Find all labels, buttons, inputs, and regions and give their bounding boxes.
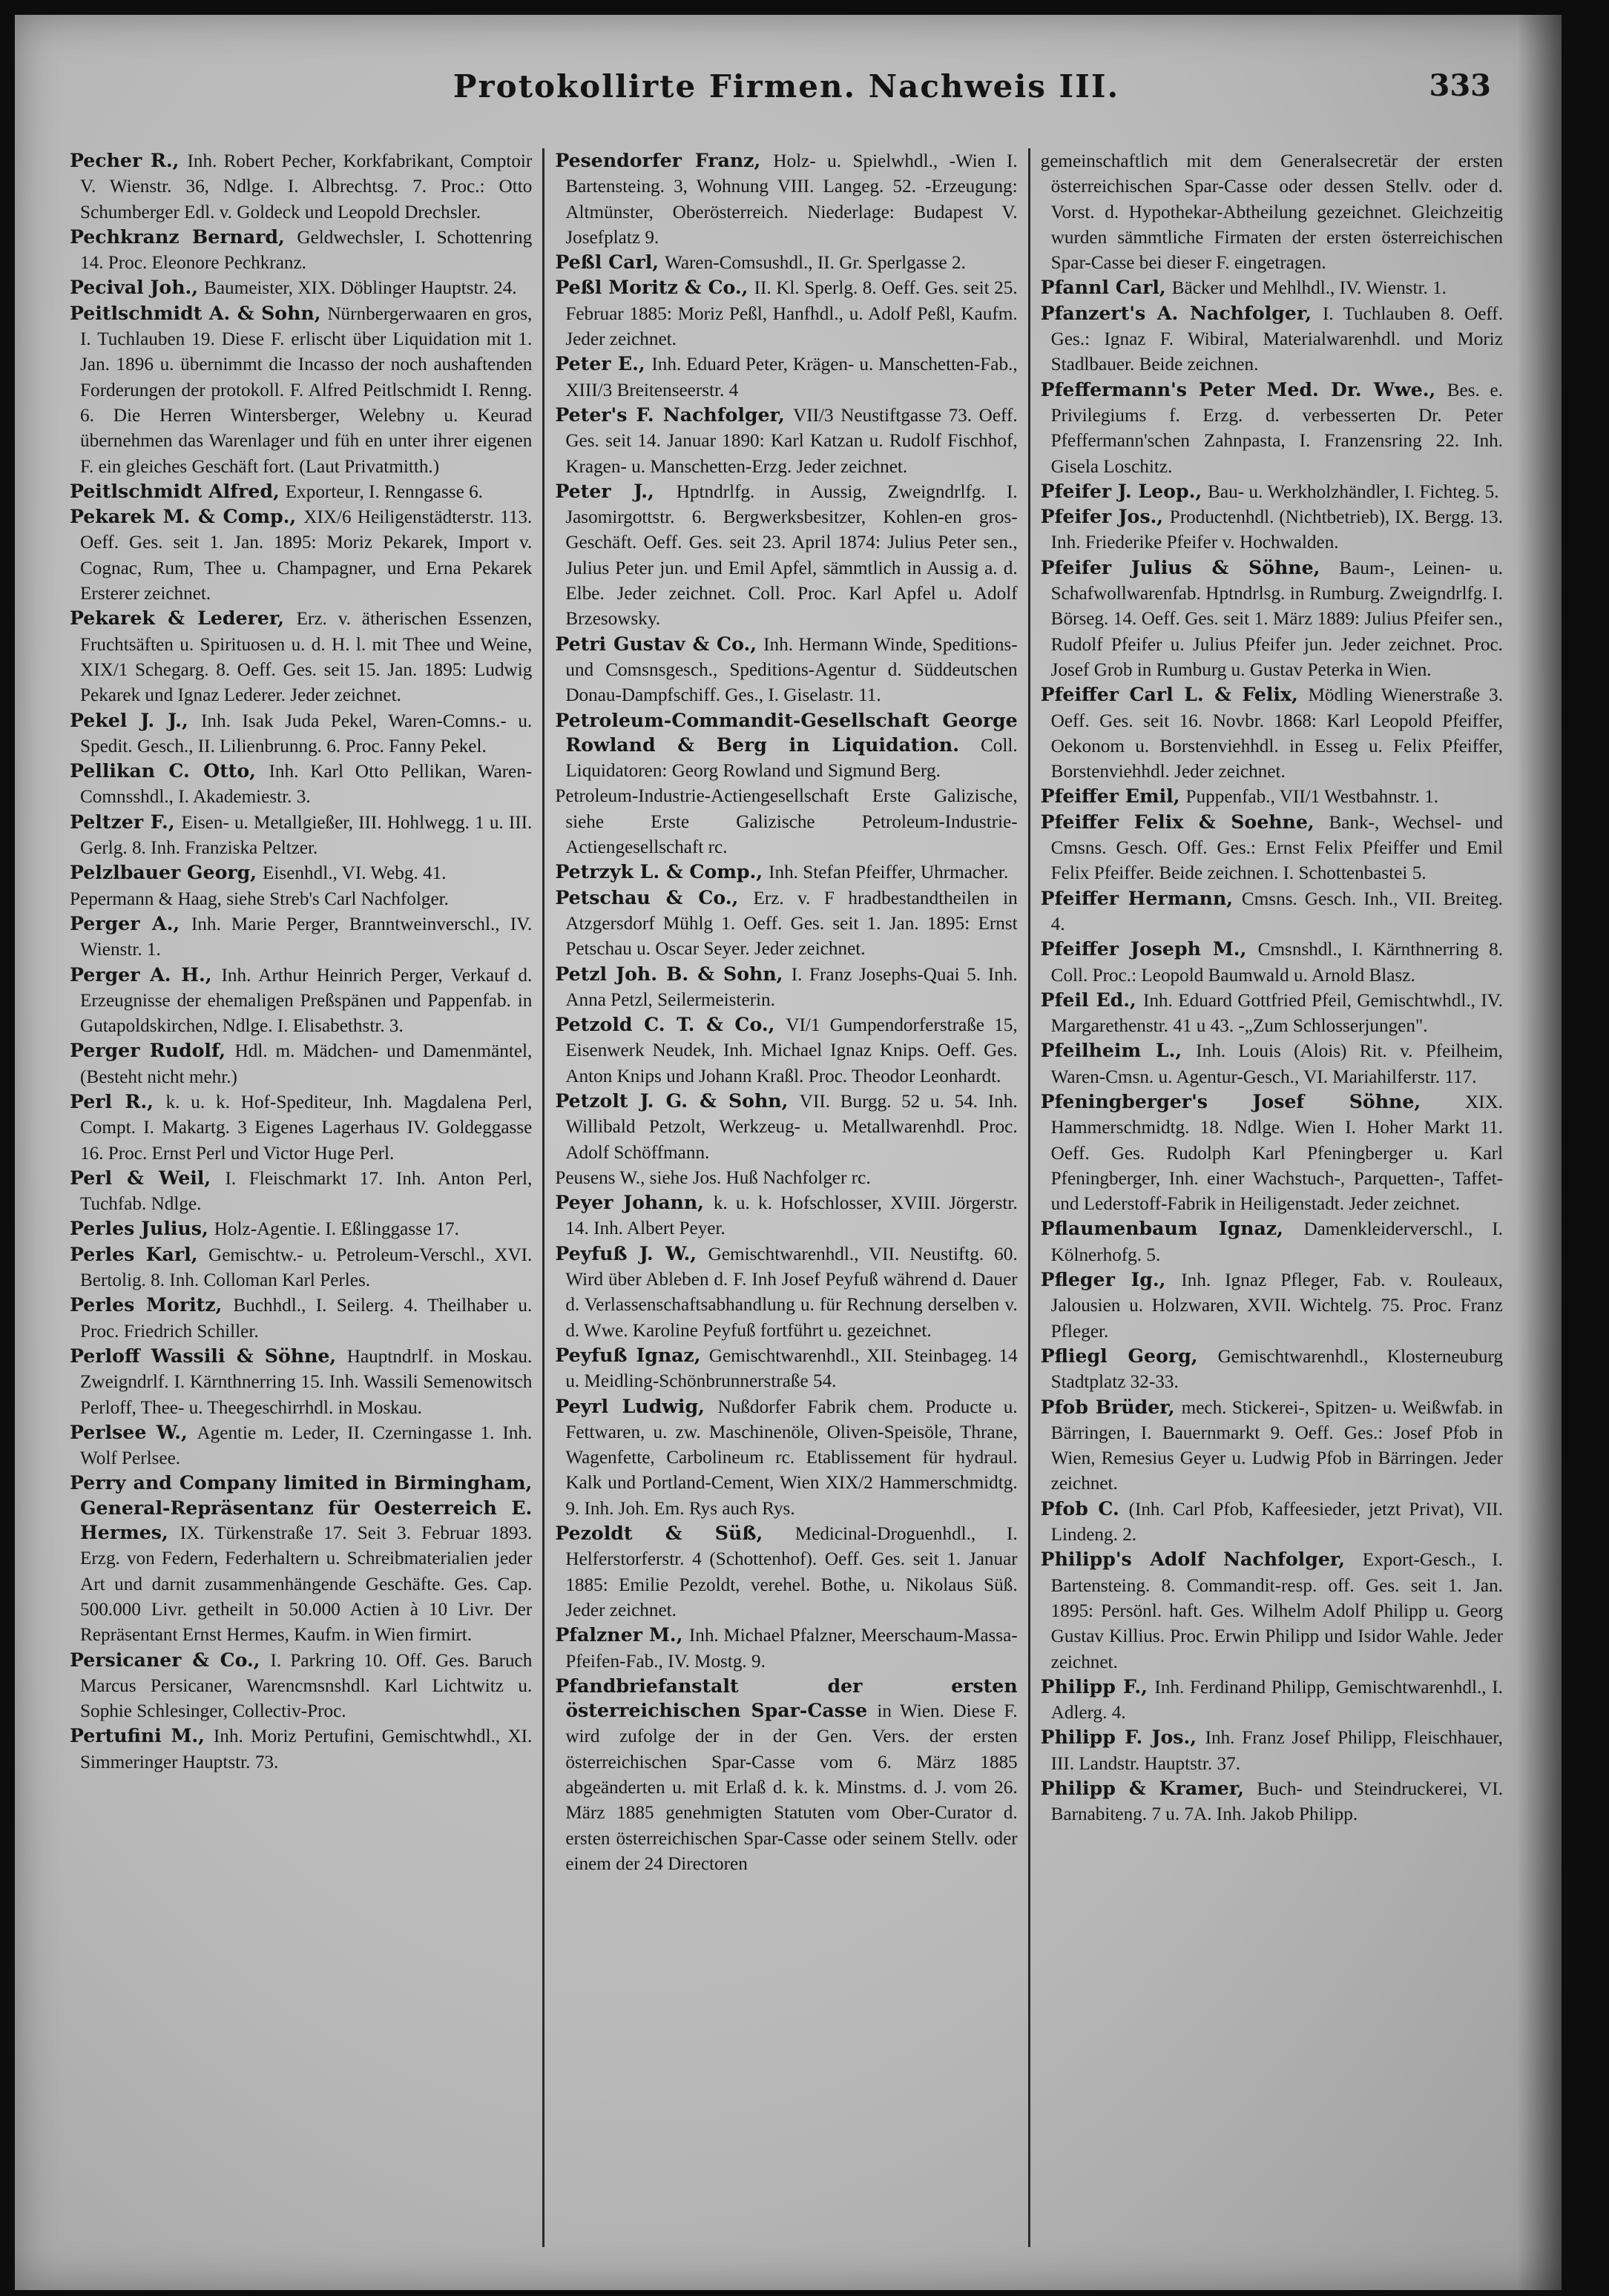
directory-entry [555,1241,1017,1343]
directory-entry [1041,555,1503,682]
firm-name: Pfeifer Jos., [1040,505,1164,528]
entry-text: Erz. v. F hradbestandtheilen in Atzgersdorf Mühlg 1. Oeff. Ges. seit 1. Jan. 1895: Ernst Petschau u. Oscar Seyer. Jeder zeichnet. [565,888,1018,960]
entry-text: in Wien. Diese F. wird zufolge der in der Gen. Vers. der ersten österreichischen Spar-Casse vom 6. März 1885 abgeänderten u. mit Erlaß d. k. k. Minstms. d. J. vom 26. März 1885 genehmigten Statuten vom Ober-Curator d. ersten österreichischen Spar-Casse oder seinem Stellv. oder einem der 24 Directoren [565,1701,1018,1874]
directory-entry [555,1089,1017,1165]
entry-text: Inh. Marie Perger, Branntweinverschl., IV. Wienstr. 1. [80,914,533,960]
directory-entry [1041,988,1503,1039]
directory-entry [555,885,1017,962]
firm-name: Perger A., [70,911,180,934]
firm-name: Petri Gustav & Co., [555,632,757,655]
directory-entry [555,148,1017,250]
entry-text: Gemischtwarenhdl., VII. Neustiftg. 60. Wird über Ableben d. F. Inh Josef Peyfuß während d. Dauer d. Verlassenschaftsabhandlung u. für Rechnung derselben v. d. Wwe. Karoline Peyfuß fortführt u. gezeichnet. [565,1244,1018,1341]
entry-text: Inh. Louis (Alois) Rit. v. Pfeilheim, Waren-Cmsn. u. Agentur-Gesch., VI. Mariahilferstr. 117. [1050,1041,1503,1087]
entry-text: VII/3 Neustiftgasse 73. Oeff. Ges. seit 14. Januar 1890: Karl Katzan u. Rudolf Fischhof, Kragen- u. Manschetten-Erzg. Jeder zeichnet. [565,405,1018,477]
column-2 [544,148,1030,2247]
firm-name: Perles Karl, [70,1242,198,1265]
firm-name: Petschau & Co., [555,885,739,908]
entry-text: Agentie m. Leder, II. Czerningasse 1. Inh. Wolf Perlsee. [80,1422,533,1469]
firm-name: Peyer Johann, [555,1191,704,1214]
directory-entry [1041,1497,1503,1548]
entry-text: Medicinal-Droguenhdl., I. Helferstorferstr. 4 (Schottenhof). Oeff. Ges. seit 1. Januar 1885: Emilie Pezoldt, verehel. Bothe, u. Nikolaus Süß. Jeder zeichnet. [565,1524,1018,1620]
entry-text: Eisenhdl., VI. Webg. 41. [263,863,447,884]
entry-text: (Inh. Carl Pfob, Kaffeesieder, jetzt Privat), VII. Lindeng. 2. [1050,1499,1503,1545]
directory-entry [555,1190,1017,1241]
entry-text: Inh. Arthur Heinrich Perger, Verkauf d. Erzeugnisse der ehemaligen Preßspänen und Pappenfab. in Gutapoldskirchen, Ndlge. I. Elisabethstr. 3. [80,965,533,1037]
entry-text: Inh. Eduard Peter, Krägen- u. Manschetten-Fab., XIII/3 Breitenseerstr. 4 [565,354,1018,400]
firm-name: Perloff Wassili & Söhne, [70,1344,337,1367]
directory-entry [1041,301,1503,377]
entry-text: Gemischtwarenhdl., Klosterneuburg Stadtplatz 32-33. [1050,1346,1503,1393]
firm-name: Peitlschmidt Alfred, [70,479,280,502]
directory-entry [555,250,1017,275]
firm-name: Pfeiffer Carl L. & Felix, [1040,683,1298,706]
firm-name: Perlsee W., [70,1420,188,1443]
firm-name: Petzolt J. G. & Sohn, [555,1089,789,1112]
directory-entry [70,1242,532,1293]
entry-text: k. u. k. Hofschlosser, XVIII. Jörgerstr. 14. Inh. Albert Peyer. [565,1193,1018,1239]
directory-entry [555,1674,1017,1876]
entry-text: I. Tuchlauben 8. Oeff. Ges.: Ignaz F. Wibiral, Materialwarenhdl. und Moriz Stadlbauer. Beide zeichnen. [1050,303,1503,375]
directory-entry [555,1343,1017,1394]
firm-name: Pecival Joh., [70,276,199,299]
entry-text: Inh. Franz Josef Philipp, Fleischhauer, III. Landstr. Hauptstr. 37. [1050,1728,1503,1774]
directory-entry [1041,504,1503,555]
entry-text: I. Fleischmarkt 17. Inh. Anton Perl, Tuchfab. Ndlge. [80,1168,533,1215]
entry-text: Gemischtwarenhdl., XII. Steinbageg. 14 u. Meidling-Schönbrunnerstraße 54. [565,1345,1018,1392]
directory-entry [555,1165,1017,1190]
firm-name: Pelzlbauer Georg, [70,861,257,884]
entry-text: XIX. Hammerschmidtg. 18. Ndlge. Wien I. Hoher Markt 11. Oeff. Ges. Rudolph Karl Pfeningberger u. Karl Pfeningberger, Inh. einer Wachstuch-, Parquetten-, Taffet- und Lederstoff-Fabrik in Heiligenstadt. Jeder zeichnet. [1050,1092,1503,1215]
entry-text: Inh. Eduard Gottfried Pfeil, Gemischtwhdl., IV. Margarethenstr. 41 u 43. -„Zum Schlosserjungen". [1050,990,1503,1037]
firm-name: Pfeiffer Joseph M., [1040,937,1247,960]
directory-entry [555,403,1017,479]
directory-entry [70,886,532,911]
entry-text: Productenhdl. (Nichtbetrieb), IX. Bergg. 13. Inh. Friederike Pfeifer v. Hochwalden. [1050,507,1503,553]
entry-text: Pepermann & Haag, siehe Streb's Carl Nachfolger. [70,888,449,909]
directory-entry [1041,1547,1503,1674]
firm-name: Pfleger Ig., [1040,1268,1166,1291]
firm-name: Philipp & Kramer, [1040,1777,1245,1799]
column-3 [1030,148,1513,2247]
firm-name: Peter J., [555,479,654,502]
directory-entry [555,860,1017,885]
directory-entry [70,301,532,479]
entry-text: I. Franz Josephs-Quai 5. Inh. Anna Petzl, Seilermeisterin. [565,964,1018,1010]
firm-name: Pfeiffer Felix & Soehne, [1040,810,1314,833]
entry-text: VII. Burgg. 52 u. 54. Inh. Willibald Petzolt, Werkzeug- u. Metallwarenhdl. Proc. Adolf Schöffmann. [565,1091,1018,1163]
entry-text: XIX/6 Heiligenstädterstr. 113. Oeff. Ges. seit 1. Jan. 1895: Moriz Pekarek, Import v. Cognac, Rum, Thee u. Champagner, und Erna Pekarek Ersterer zeichnet. [80,507,533,604]
entry-text: Inh. Hermann Winde, Speditions- und Comsnsgesch., Speditions-Agentur d. Süddeutschen Donau-Dampfschiff. Ges., I. Giselastr. 11. [565,634,1018,706]
entry-text: Cmsnshdl., I. Kärnthnerring 8. Coll. Proc.: Leopold Baumwald u. Arnold Blasz. [1050,940,1503,986]
firm-name: Pertufini M., [70,1724,205,1747]
directory-entry [555,632,1017,708]
entry-text: Erz. v. ätherischen Essenzen, Fruchtsäften u. Spirituosen u. d. H. l. mit Thee und Weine, XIX/1 Schegarg. 8. Oeff. Ges. seit 15. Jan. 1895: Ludwig Pekarek und Ignaz Lederer. Jeder zeichnet. [80,609,533,706]
entry-text: Hdl. m. Mädchen- und Damenmäntel, (Besteht nicht mehr.) [80,1041,533,1087]
entry-text: Inh. Stefan Pfeiffer, Uhrmacher. [769,862,1009,883]
entry-text: Inh. Ferdinand Philipp, Gemischtwarenhdl., I. Adlerg. 4. [1050,1677,1503,1723]
firm-name: Philipp's Adolf Nachfolger, [1040,1548,1346,1571]
directory-entry [1041,1776,1503,1827]
firm-name: Peßl Carl, [555,251,659,274]
directory-entry [70,1166,532,1217]
firm-name: Pfeifer J. Leop., [1040,479,1202,502]
entry-text: Hauptndrlf. in Moskau. Zweigndrlf. I. Kärnthnerring 15. Inh. Wassili Semenowitsch Perloff, Thee- u. Theegeschirrhdl. in Moskau. [80,1346,533,1418]
entry-text: Inh. Robert Pecher, Korkfabrikant, Comptoir V. Wienstr. 36, Ndlge. I. Albrechtsg. 7. Proc.: Otto Schumberger Edl. v. Goldeck und Leopold Drechsler. [80,151,533,222]
entry-text: Inh. Ignaz Pfleger, Fab. v. Rouleaux, Jalousien u. Holzwaren, XVII. Wichtelg. 75. Proc. Franz Pfleger. [1050,1270,1503,1342]
directory-entry [555,962,1017,1013]
entry-text: II. Kl. Sperlg. 8. Oeff. Ges. seit 25. Februar 1885: Moriz Peßl, Hanfhdl., u. Adolf Peßl, Kaufm. Jeder zeichnet. [565,278,1018,350]
directory-entry [70,810,532,861]
entry-text: Petroleum-Industrie-Actiengesellschaft Erste Galizische, siehe Erste Galizische Petroleum-Industrie-Actiengesellschaft rc. [555,786,1018,858]
entry-text: Inh. Isak Juda Pekel, Waren-Comns.- u. Spedit. Gesch., II. Lilienbrunng. 6. Proc. Fanny Pekel. [80,710,533,756]
firm-name: Perger A. H., [70,963,212,986]
entry-text: Cmsns. Gesch. Inh., VII. Breiteg. 4. [1050,888,1503,934]
entry-text: Gemischtw.- u. Petroleum-Verschl., XVI. Bertolig. 8. Inh. Colloman Karl Perles. [80,1244,533,1291]
directory-entry [70,148,532,225]
directory-entry [555,708,1017,784]
firm-name: Perl R., [70,1089,154,1112]
firm-name: Pfeiffer Hermann, [1040,886,1234,909]
firm-name: Pfeil Ed., [1040,988,1136,1011]
firm-name: Peltzer F., [70,810,175,833]
directory-entry [1041,1675,1503,1726]
firm-name: Pfannl Carl, [1040,276,1166,299]
firm-name: Perger Rudolf, [70,1039,226,1062]
firm-name: Peßl Moritz & Co., [555,276,748,299]
directory-entry [70,963,532,1039]
entry-text: Inh. Michael Pfalzner, Meerschaum-Massa-Pfeifen-Fab., IV. Mostg. 9. [565,1626,1018,1672]
firm-name: Petrzyk L. & Comp., [555,860,763,883]
directory-entry [1041,1267,1503,1344]
entry-text: gemeinschaftlich mit dem Generalsecretär der ersten österreichischen Spar-Casse oder dessen Stellv. oder d. Vorst. d. Hypothekar-Abtheilung gezeichnet. Gleichzeitig wurden sämmtliche Firmaten der ersten österreichischen Spar-Casse bei dieser F. eingetragen. [1040,151,1503,274]
firm-name: Philipp F., [1040,1675,1148,1698]
entry-text: VI/1 Gumpendorferstraße 15, Eisenwerk Neudek, Inh. Michael Ignaz Knips. Oeff. Ges. Anton Knips und Johann Kraßl. Proc. Theodor Leonhardt. [565,1015,1018,1086]
entry-text: IX. Türkenstraße 17. Seit 3. Februar 1893. Erzg. von Federn, Federhaltern u. Schreibmaterialien jeder Art und darnit zusammenhängende Geschäfte. Ges. Cap. 500.000 Livr. getheilt in 50.000 Actien à 10 Livr. Der Repräsentant Ernst Hermes, Kaufm. in Wien firmirt. [80,1523,533,1646]
entry-text: Buchhdl., I. Seilerg. 4. Theilhaber u. Proc. Friedrich Schiller. [80,1296,533,1342]
directory-entry [1041,937,1503,988]
directory-entry [1041,1216,1503,1267]
entry-text: k. u. k. Hof-Spediteur, Inh. Magdalena Perl, Compt. I. Makartg. 3 Eigenes Lagerhaus IV. Goldeggasse 16. Proc. Ernst Perl und Victor Huge Perl. [80,1092,533,1164]
firm-name: Peyrl Ludwig, [555,1394,705,1417]
directory-entry [70,1420,532,1471]
directory-entry [70,759,532,810]
firm-name: Perles Moritz, [70,1293,223,1316]
column-1 [59,148,544,2247]
directory-entry [70,504,532,606]
firm-name: Persicaner & Co., [70,1648,260,1671]
entry-text: Baum-, Leinen- u. Schafwollwarenfab. Hptndrlsg. in Rumburg. Zweigndrlfg. I. Börseg. 14. Oeff. Ges. seit 1. März 1889: Julius Pfeifer sen., Rudolf Pfeifer u. Julius Pfeifer jun. Jeder zeichnet. Proc. Josef Grob in Rumburg u. Gustav Peterka in Wien. [1050,558,1503,680]
firm-name: Peyfuß J. W., [555,1241,697,1264]
entry-text: Exporteur, I. Renngasse 6. [285,481,483,502]
firm-name: Petzold C. T. & Co., [555,1013,775,1036]
directory-entry [70,1344,532,1420]
directory-entry [555,275,1017,352]
entry-text: Peusens W., siehe Jos. Huß Nachfolger rc. [555,1167,871,1188]
firm-name: Pesendorfer Franz, [555,149,761,171]
firm-name: Pekarek M. & Comp., [70,505,297,528]
entry-text: Bau- u. Werkholzhändler, I. Fichteg. 5. [1208,481,1499,502]
firm-name: Pellikan C. Otto, [70,759,256,782]
directory-entry [70,1723,532,1775]
entry-text: Buch- und Steindruckerei, VI. Barnabiteng. 7 u. 7A. Inh. Jakob Philipp. [1050,1779,1503,1825]
directory-entry [1041,682,1503,784]
directory-entry [555,352,1017,403]
page-number: 333 [1429,68,1491,103]
directory-entry [1041,479,1503,504]
directory-entry [1041,1344,1503,1395]
directory-entry [70,911,532,963]
directory-entry [1041,148,1503,275]
firm-name: Pfeffermann's Peter Med. Dr. Wwe., [1040,377,1436,400]
firm-name: Philipp F. Jos., [1040,1726,1197,1749]
entry-text: mech. Stickerei-, Spitzen- u. Weißwfab. in Bärringen, I. Bauernmarkt 9. Oeff. Ges.: Josef Pfob in Wien, Remesius Geyer u. Ludwig Pfob in Bärringen. Jeder zeichnet. [1050,1397,1503,1494]
directory-entry [555,783,1017,860]
directory-entry [1041,1395,1503,1497]
firm-name: Pfeifer Julius & Söhne, [1040,555,1320,578]
directory-entry [1041,1725,1503,1776]
directory-entry [1041,1089,1503,1216]
entry-text: I. Parkring 10. Off. Ges. Baruch Marcus Persicaner, Warencmsnshdl. Karl Lichtwitz u. Sophie Schlesinger, Collectiv-Proc. [80,1650,533,1722]
directory-entry [70,1089,532,1166]
entry-text: Inh. Moriz Pertufini, Gemischtwhdl., XI. Simmeringer Hauptstr. 73. [80,1726,533,1772]
firm-name: Perles Julius, [70,1217,208,1240]
directory-entry [70,479,532,504]
firm-name: Perl & Weil, [70,1166,211,1189]
firm-name: Pfeningberger's Josef Söhne, [1040,1089,1421,1112]
firm-name: Pfandbriefanstalt der ersten österreichischen Spar-Casse [555,1674,1018,1722]
page-header [59,68,1513,120]
entry-text: Mödling Wienerstraße 3. Oeff. Ges. seit 16. Novbr. 1868: Karl Leopold Pfeiffer, Oekonom u. Borstenviehhdl. in Esseg u. Felix Pfeiffer, Borstenviehhdl. Jeder zeichnet. [1050,685,1503,782]
firm-name: Pfeilheim L., [1040,1039,1182,1062]
entry-text: Nürnbergerwaaren en gros, I. Tuchlauben 19. Diese F. erlischt über Liquidation mit 1. Jan. 1896 u. übernimmt die Incasso der noch aushaftenden Forderungen der protokoll. F. Alfred Peitlschmidt I. Renng. 6. Die Herren Wintersberger, Welebny u. Keurad übernehmen das Warenlager und füh en unter ihrer eigenen F. ein gleiches Geschäft fort. (Laut Privatmitth.) [80,303,533,477]
entry-text: Coll. Liquidatoren: Georg Rowland und Sigmund Berg. [565,735,1018,782]
entry-text: Inh. Karl Otto Pellikan, Waren-Comnsshdl., I. Akademiestr. 3. [80,762,533,808]
firm-name: Pfob C. [1040,1497,1119,1520]
firm-name: Pfliegl Georg, [1040,1344,1198,1367]
entry-text: Hptndrlfg. in Aussig, Zweigndrlfg. I. Jasomirgottstr. 6. Bergwerksbesitzer, Kohlen-en gros-Geschäft. Oeff. Ges. seit 23. April 1874: Julius Peter sen., Julius Peter jun. und Emil Apfel, sämmtlich in Aussig a. d. Elbe. Jeder zeichnet. Coll. Proc. Karl Apfel u. Adolf Brzesowsky. [565,481,1018,630]
directory-entry [70,708,532,759]
entry-text: Holz-Agentie. I. Eßlinggasse 17. [214,1219,459,1240]
directory-entry [1041,886,1503,937]
entry-text: Nußdorfer Fabrik chem. Producte u. Fettwaren, u. zw. Maschinenöle, Oliven-Speisöle, Thrane, Wagenfette, Carbolineum rc. Etablissement für hydraul. Kalk und Portland-Cement, Wien XIX/2 Hammerschmidtg. 9. Inh. Joh. Em. Rys auch Rys. [565,1396,1018,1519]
directory-entry [70,860,532,885]
columns [59,148,1513,2247]
firm-name: Peter E., [555,352,645,375]
directory-entry [1041,1038,1503,1089]
entry-text: Eisen- u. Metallgießer, III. Hohlwegg. 1 u. III. Gerlg. 8. Inh. Franziska Peltzer. [80,812,533,859]
directory-entry [70,606,532,707]
firm-name: Pezoldt & Süß, [555,1522,763,1545]
firm-name: Peter's F. Nachfolger, [555,403,785,426]
entry-text: Holz- u. Spielwhdl., -Wien I. Bartensteing. 3, Wohnung VIII. Langeg. 52. -Erzeugung: Altmünster, Oberösterreich. Niederlage: Budapest V. Josefplatz 9. [565,151,1018,248]
directory-entry [555,1012,1017,1089]
firm-name: Peitlschmidt A. & Sohn, [70,301,321,324]
directory-entry [70,275,532,300]
directory-entry [70,1038,532,1089]
entry-text: Puppenfab., VII/1 Westbahnstr. 1. [1185,787,1439,808]
entry-text: Damenkleiderverschl., I. Kölnerhofg. 5. [1050,1219,1503,1265]
firm-name: Pfob Brüder, [1040,1395,1175,1418]
directory-entry [1041,377,1503,479]
page-spine-shadow [1517,15,1562,2290]
running-title: Protokollirte Firmen. Nachweis III. [453,68,1120,105]
firm-name: Perry and Company limited in Birmingham, General-Repräsentanz für Oesterreich E. Hermes, [70,1471,533,1544]
entry-text: Export-Gesch., I. Bartensteing. 8. Commandit-resp. off. Ges. seit 1. Jan. 1895: Persönl. haft. Ges. Wilhelm Adolf Philipp u. Georg Gustav Killius. Proc. Erwin Philipp und Isidor Wahle. Jeder zeichnet. [1050,1550,1503,1672]
directory-entry [555,1623,1017,1674]
entry-text: Geldwechsler, I. Schottenring 14. Proc. Eleonore Pechkranz. [80,227,533,274]
firm-name: Pflaumenbaum Ignaz, [1040,1217,1283,1240]
entry-text: Baumeister, XIX. Döblinger Hauptstr. 24. [204,278,517,299]
firm-name: Pekarek & Lederer, [70,607,285,630]
directory-entry [555,1394,1017,1521]
directory-entry [70,1471,532,1647]
firm-name: Petroleum-Commandit-Gesellschaft George Rowland & Berg in Liquidation. [555,708,1018,756]
directory-entry [70,1293,532,1344]
directory-entry [555,479,1017,632]
firm-name: Pfanzert's A. Nachfolger, [1040,301,1312,324]
firm-name: Pfeiffer Emil, [1040,785,1180,808]
entry-text: Waren-Comsushdl., II. Gr. Sperlgasse 2. [665,253,966,274]
directory-entry [70,1648,532,1724]
entry-text: Bäcker und Mehlhdl., IV. Wienstr. 1. [1171,278,1447,299]
directory-entry [555,1521,1017,1623]
firm-name: Pechkranz Bernard, [70,225,285,248]
directory-entry [70,1216,532,1241]
firm-name: Pfalzner M., [555,1623,683,1646]
directory-entry [1041,275,1503,300]
firm-name: Petzl Joh. B. & Sohn, [555,962,783,985]
firm-name: Peyfuß Ignaz, [555,1343,701,1366]
entry-text: Bank-, Wechsel- und Cmsns. Gesch. Off. Ges.: Ernst Felix Pfeiffer und Emil Felix Pfeiffer. Beide zeichnen. I. Schottenbastei 5. [1050,812,1503,884]
directory-entry [1041,784,1503,809]
firm-name: Pecher R., [70,149,180,171]
directory-entry [70,225,532,276]
entry-text: Bes. e. Privilegiums f. Erzg. d. verbesserten Dr. Peter Pfeffermann'schen Zahnpasta, I. Franzensring 22. Inh. Gisela Loschitz. [1050,380,1503,477]
directory-entry [1041,810,1503,886]
firm-name: Pekel J. J., [70,708,188,731]
directory-page [15,15,1562,2290]
